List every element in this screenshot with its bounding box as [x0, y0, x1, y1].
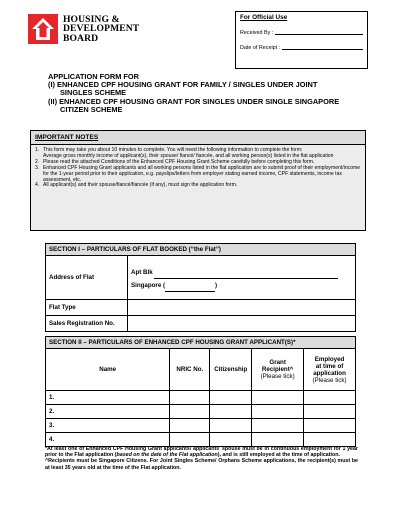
logo-text: HOUSING & DEVELOPMENT BOARD	[63, 13, 140, 44]
flat-type-label: Flat Type	[46, 300, 128, 316]
postal-code-line[interactable]	[165, 291, 215, 292]
nric-cell[interactable]	[170, 391, 210, 405]
note-item: 2. Please read the attached Conditions of the Enhanced CPF Housing Grant Scheme carefully before completing this form.	[35, 158, 315, 165]
col-nric-header: NRIC No.	[170, 349, 210, 391]
table-row	[46, 405, 356, 419]
hdb-house-icon	[28, 14, 58, 44]
employed-tick-cell[interactable]	[304, 405, 356, 419]
section-2-heading: SECTION II – PARTICULARS OF ENHANCED CPF HOUSING GRANT APPLICANT(S)*	[46, 337, 356, 349]
row-number[interactable]: 3.	[46, 419, 170, 433]
section-1-heading: SECTION I – PARTICULARS OF FLAT BOOKED (“the Flat”)	[46, 244, 356, 256]
grant-tick-cell[interactable]	[252, 405, 304, 419]
col-grant-recipient-header: Grant Recipient^ (Please tick)	[252, 349, 304, 391]
grant-tick-cell[interactable]	[252, 391, 304, 405]
employed-tick-cell[interactable]	[304, 391, 356, 405]
col-citizenship-header: Citizenship	[210, 349, 252, 391]
citizenship-cell[interactable]	[210, 433, 252, 447]
footnote-recipients: ^Recipients must be Singapore Citizens. For Joint Singles Scheme/ Orphans Scheme applications, the recipient(s) must be at least 35 years old at the time of the Flat application.	[45, 458, 358, 471]
nric-cell[interactable]	[170, 433, 210, 447]
table-row	[46, 391, 356, 405]
col-name-header: Name	[46, 349, 170, 391]
citizenship-cell[interactable]	[210, 419, 252, 433]
official-use-title: For Official Use	[240, 14, 288, 21]
address-of-flat-label: Address of Flat	[46, 256, 128, 300]
row-number[interactable]: 2.	[46, 405, 170, 419]
application-title: APPLICATION FORM FOR (I) ENHANCED CPF HOUSING GRANT FOR FAMILY / SINGLES UNDER JOINT SINGLES SCHEME (II) ENHANCED CPF HOUSING GRANT FOR SINGLES UNDER SINGLE SINGAPORE CITIZEN SCHEME	[48, 72, 340, 114]
employed-tick-cell[interactable]	[304, 433, 356, 447]
flat-type-field[interactable]	[128, 300, 356, 316]
row-number[interactable]: 4.	[46, 433, 170, 447]
received-by-row: Received By :	[240, 30, 363, 36]
section-1-table	[45, 243, 356, 332]
date-of-receipt-line[interactable]	[282, 45, 363, 50]
employed-tick-cell[interactable]	[304, 419, 356, 433]
note-item: 3. Enhanced CPF Housing Grant applicants and all working persons listed in the flat application are to submit proof of their employment/income for the 1-year period prior to their application, e.g. payslips/letters from employer stating earned income, CPF statements, income tax assessment, etc.	[35, 164, 361, 183]
row-number[interactable]: 1.	[46, 391, 170, 405]
nric-cell[interactable]	[170, 419, 210, 433]
received-by-line[interactable]	[275, 30, 363, 35]
notes-list	[31, 145, 365, 189]
nric-cell[interactable]	[170, 405, 210, 419]
address-of-flat-field[interactable]: Apt Blk Singapore ( )	[128, 256, 356, 300]
grant-tick-cell[interactable]	[252, 419, 304, 433]
sales-registration-label: Sales Registration No.	[46, 316, 128, 332]
footnote-employment: *At least one of Enhanced CPF Housing Grant applicants/ applicants’ spouse must be in continuous employment for 1 year prior to the Flat application (based on the date of the Flat application), and is still employed at the time of application.	[45, 446, 358, 459]
footnotes	[45, 446, 358, 471]
col-employed-header: Employed at time of application (Please tick)	[304, 349, 356, 391]
official-use-box	[235, 11, 368, 69]
citizenship-cell[interactable]	[210, 391, 252, 405]
note-item: Average gross monthly income of applicant(s), their spouse/ fiancé/ fiancée, and all working person(s) listed in the flat application	[43, 152, 334, 159]
note-item: 1. This form may take you about 10 minutes to complete. You will need the following information to complete the form:	[35, 147, 303, 153]
table-row	[46, 433, 356, 447]
date-of-receipt-row: Date of Receipt :	[240, 45, 363, 51]
table-row	[46, 419, 356, 433]
important-notes-box	[30, 130, 366, 231]
important-notes-heading: IMPORTANT NOTES	[31, 131, 365, 145]
sales-registration-field[interactable]	[128, 316, 356, 332]
note-item: 4. All applicant(s) and their spouse/fiancé/fiancée (if any), must sign the application form.	[35, 182, 238, 189]
citizenship-cell[interactable]	[210, 405, 252, 419]
hdb-logo	[28, 14, 139, 44]
section-2-table	[45, 336, 356, 447]
grant-tick-cell[interactable]	[252, 433, 304, 447]
